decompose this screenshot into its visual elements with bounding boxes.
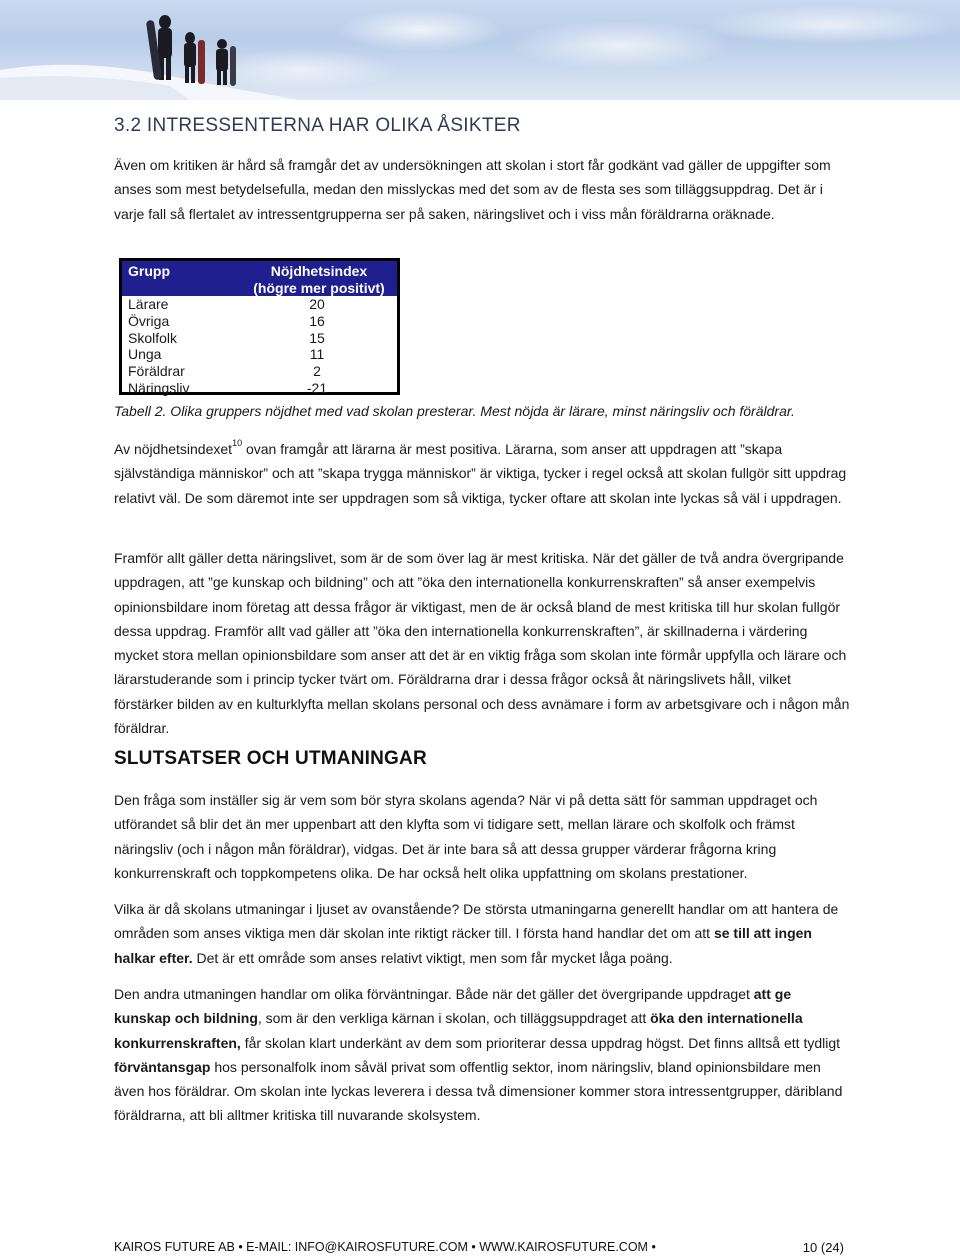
header-index (244, 263, 394, 297)
table-header (122, 261, 397, 296)
table-row (122, 330, 397, 347)
index-paragraph (114, 437, 850, 510)
index-text-before: Av nöjdhetsindexet (114, 441, 233, 457)
second-text-4: hos personalfolk inom såväl privat som offentlig sektor, inom näringsliv, bland opinionsbildare men även hos föräldrar. Om skolan inte lyckas leverera i dessa två dimensioner kommer stora intressentgrupper, däribland föräldrarna, att bli alltmer kritiska till nuvarande skolsystem. (114, 1058, 843, 1124)
page-footer (114, 1240, 850, 1260)
second-bold-1: att ge kunskap och bildning (114, 986, 792, 1027)
table-row (122, 313, 397, 330)
header-index-line2: (högre mer positivt) (253, 280, 385, 296)
table-caption: Tabell 2. Olika gruppers nöjdhet med vad skolan presterar. Mest nöjda är lärare, minst näringsliv och föräldrar. (114, 403, 795, 419)
agenda-paragraph: Den fråga som inställer sig är vem som bör styra skolans agenda? När vi på detta sätt för samman uppdraget och utförandet så blir det än mer uppenbart att den klyfta som vi tidigare sett, mellan lärare och skolfolk och främst näringsliv (och i någon mån föräldrar), vidgas. Det är inte bara så att dessa grupper värderar frågorna kring konkurrenskraft och toppkompetens olika. De har också helt olika uppfattning om skolans prestationer. (114, 792, 818, 881)
table-row (122, 363, 397, 380)
challenges-text-2: Det är ett område som anses relativt viktigt, men som får mycket låga poäng. (192, 949, 673, 966)
banner-snowboarders-illustration (0, 0, 960, 100)
row-value: 20 (309, 296, 325, 312)
second-bold-2: öka den internationella konkurrenskraften, (114, 1010, 803, 1051)
page-number: 10 (24) (802, 1240, 844, 1255)
section-title: 3.2 INTRESSENTERNA HAR OLIKA ÅSIKTER (114, 115, 521, 136)
intro-paragraph: Även om kritiken är hård så framgår det av undersökningen att skolan i stort får godkänt vad gäller de uppgifter som anses som mest betydelsefulla, medan den misslyckas med det som av de flesta ses som tilläggsuppdrag. Det är i varje fall så flertalet av intressentgrupperna ser på saken, näringslivet och i viss mån föräldrarna oräknade. (114, 157, 831, 222)
header-index-line1: Nöjdhetsindex (270, 263, 368, 279)
row-group: Näringsliv (128, 379, 190, 396)
second-text-3: får skolan klart underkänt av dem som prioriterar dessa uppdrag högst. Det finns alltså ett tydligt (240, 1034, 841, 1051)
table-row (122, 346, 397, 363)
challenges-paragraph (114, 897, 850, 970)
second-text-2: , som är den verkliga kärnan i skolan, och tilläggsuppdraget att (257, 1010, 651, 1027)
challenges-text-1: Vilka är då skolans utmaningar i ljuset av ovanstående? De största utmaningarna generellt handlar om att hantera de områden som anses viktiga men där skolan inte riktigt räcker till. I första hand handlar det om att (114, 901, 839, 942)
row-value: 15 (309, 329, 325, 346)
challenges-bold-1: se till att ingen halkar efter. (114, 925, 812, 966)
second-bold-3: förväntansgap (114, 1058, 211, 1075)
header-group: Grupp (128, 263, 170, 279)
row-group: Skolfolk (128, 329, 178, 346)
row-value: -21 (306, 379, 328, 396)
conclusions-heading: SLUTSATSER OCH UTMANINGAR (114, 748, 427, 769)
second-text-1: Den andra utmaningen handlar om olika förväntningar. Både när det gäller det övergripande uppdraget (114, 986, 754, 1002)
row-group: Föräldrar (128, 363, 185, 380)
row-value: 16 (309, 312, 325, 329)
business-paragraph: Framför allt gäller detta näringslivet, som är de som över lag är mest kritiska. När det gäller de två andra övergripande uppdragen, att ”ge kunskap och bildning” och att ”öka den internationella konkurrenskraften” så anser exempelvis opinionsbildare inom företag att dessa frågor är viktigast, men de är också bland de mest kritiska till hur skolan fullgör dessa uppdrag. Framför allt vad gäller att ”öka den internationella konkurrenskraften”, är skillnaderna i värdering mycket stora mellan opinionsbildare som anser att det är en viktig fråga som skolan inte förmår uppfylla och lärare och lärarstuderande som i princip tycker tvärt om. Föräldrarna drar i dessa frågor också åt näringslivets håll, vilket förstärker bilden av en kulturklyfta mellan skolans personal och dess avnämare i form av arbetsgivare och i någon mån föräldrar. (114, 550, 850, 737)
row-value: 2 (313, 363, 321, 380)
table-row (122, 380, 397, 397)
row-group: Lärare (128, 296, 169, 312)
table-row (122, 296, 397, 313)
row-value: 11 (309, 346, 325, 363)
second-challenge-paragraph (114, 982, 850, 1128)
index-text-after: ovan framgår att lärarna är mest positiva. Lärarna, som anser att uppdragen att ”skapa självständiga människor” och att ”skapa trygga människor” är viktiga, tycker i regel också att skolan fullgör sitt uppdrag relativt väl. De som däremot inte ser uppdragen som så viktiga, tycker oftare att skolan inte lyckas så väl i uppdragen. (114, 441, 847, 506)
footer-contact: KAIROS FUTURE AB • E-MAIL: INFO@KAIROSFUTURE.COM • WWW.KAIROSFUTURE.COM • (114, 1240, 656, 1254)
footnote-ref[interactable]: 10 (232, 438, 243, 449)
satisfaction-index-table (119, 258, 400, 395)
header-banner-photo (0, 0, 960, 100)
row-group: Övriga (128, 312, 170, 329)
row-group: Unga (128, 346, 162, 363)
